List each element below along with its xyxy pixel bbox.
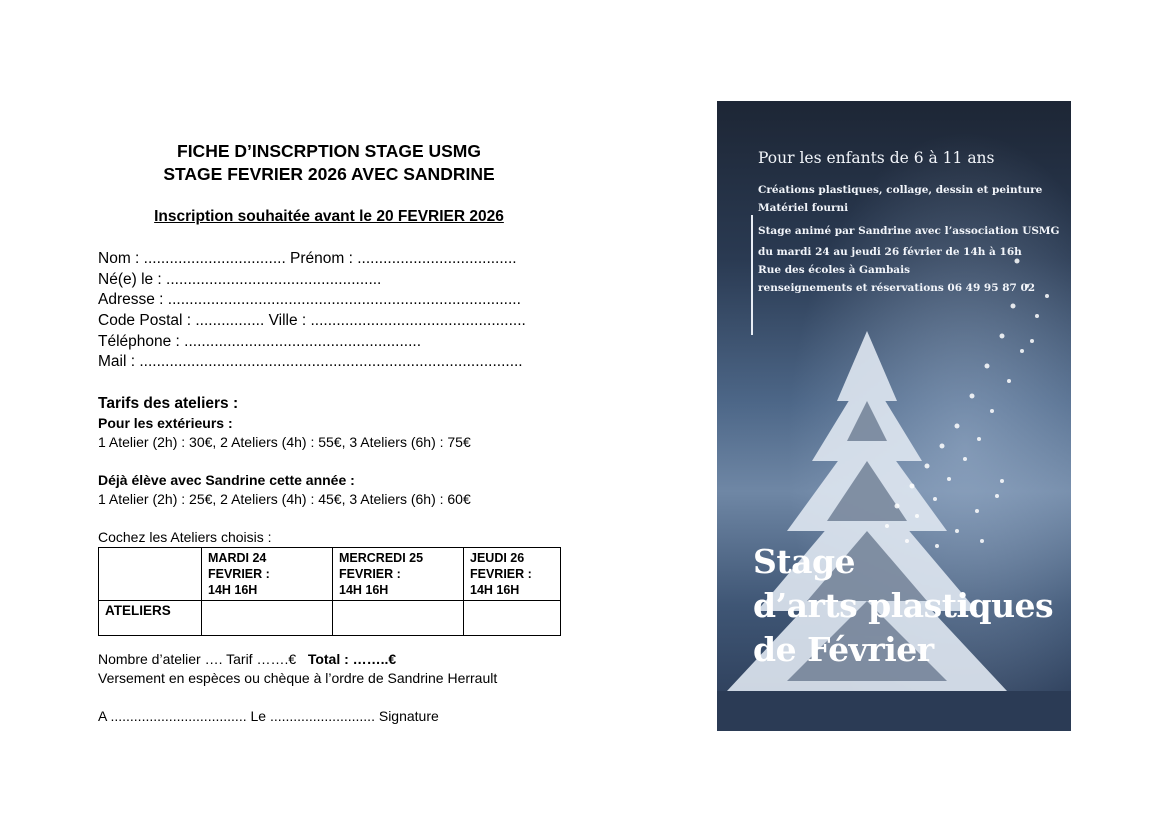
day-name: MERCREDI 25 (339, 551, 424, 565)
day-month: FEVRIER : (339, 567, 401, 581)
poster-accent-bar (751, 215, 753, 335)
nombre-tarif[interactable]: Nombre d’atelier …. Tarif …….€ (98, 651, 297, 667)
total[interactable]: Total : ……..€ (307, 651, 397, 667)
field-nom[interactable]: Nom : ................................. Prénom : ..................................... (98, 250, 517, 267)
form-title-line2: STAGE FEVRIER 2026 AVEC SANDRINE (163, 164, 495, 184)
nombre-tarif-line (98, 651, 396, 667)
day-header-mardi (202, 548, 333, 601)
field-ne-le[interactable]: Né(e) le : .................................................. (98, 271, 382, 288)
poster-line-1: Créations plastiques, collage, dessin et peinture (758, 184, 1043, 196)
poster-line-5: Rue des écoles à Gambais (758, 264, 910, 276)
field-mail[interactable]: Mail : ......................................................................................... (98, 353, 523, 370)
day-name: JEUDI 26 (470, 551, 525, 565)
field-code-postal[interactable]: Code Postal : ................ Ville : .................................................. (98, 312, 526, 329)
tarifs-eleve-prices: 1 Atelier (2h) : 25€, 2 Ateliers (4h) : 45€, 3 Ateliers (6h) : 60€ (98, 491, 471, 507)
day-month: FEVRIER : (208, 567, 270, 581)
day-name: MARDI 24 (208, 551, 267, 565)
poster-big-title-2: d’arts plastiques (753, 586, 1054, 625)
signature-line[interactable]: A ................................... Le ........................... Signature (98, 708, 439, 724)
table-corner-cell (99, 548, 202, 601)
form-title-line1: FICHE D’INSCRPTION STAGE USMG (177, 141, 481, 161)
day-header-jeudi (464, 548, 561, 601)
cochez-label: Cochez les Ateliers choisis : (98, 529, 272, 545)
poster-headline: Pour les enfants de 6 à 11 ans (758, 149, 995, 167)
tarifs-heading: Tarifs des ateliers : (98, 395, 239, 412)
versement-line: Versement en espèces ou chèque à l’ordre de Sandrine Herrault (98, 670, 498, 686)
day-hours: 14H 16H (339, 583, 389, 597)
checkbox-cell-mercredi[interactable] (333, 601, 464, 636)
poster-line-6: renseignements et réservations 06 49 95 87 02 (758, 282, 1036, 294)
deadline-notice: Inscription souhaitée avant le 20 FEVRIER 2026 (154, 208, 504, 225)
poster-big-title-3: de Février (753, 630, 934, 669)
tarifs-eleve-heading: Déjà élève avec Sandrine cette année : (98, 472, 355, 488)
day-month: FEVRIER : (470, 567, 532, 581)
checkbox-cell-mardi[interactable] (202, 601, 333, 636)
ateliers-row-label: ATELIERS (99, 601, 202, 636)
checkbox-cell-jeudi[interactable] (464, 601, 561, 636)
tarifs-ext-prices: 1 Atelier (2h) : 30€, 2 Ateliers (4h) : 55€, 3 Ateliers (6h) : 75€ (98, 434, 471, 450)
tarifs-ext-heading: Pour les extérieurs : (98, 415, 233, 431)
day-hours: 14H 16H (208, 583, 258, 597)
poster-line-3: Stage animé par Sandrine avec l’association USMG (758, 225, 1060, 237)
poster-line-2: Matériel fourni (758, 202, 849, 214)
poster-line-4: du mardi 24 au jeudi 26 février de 14h à 16h (758, 246, 1022, 258)
field-telephone[interactable]: Téléphone : ....................................................... (98, 333, 422, 350)
field-adresse[interactable]: Adresse : .................................................................................. (98, 291, 521, 308)
day-header-mercredi (333, 548, 464, 601)
day-hours: 14H 16H (470, 583, 520, 597)
poster-big-title-1: Stage (753, 542, 856, 581)
stage-poster (717, 101, 1071, 731)
ateliers-table (98, 547, 561, 636)
